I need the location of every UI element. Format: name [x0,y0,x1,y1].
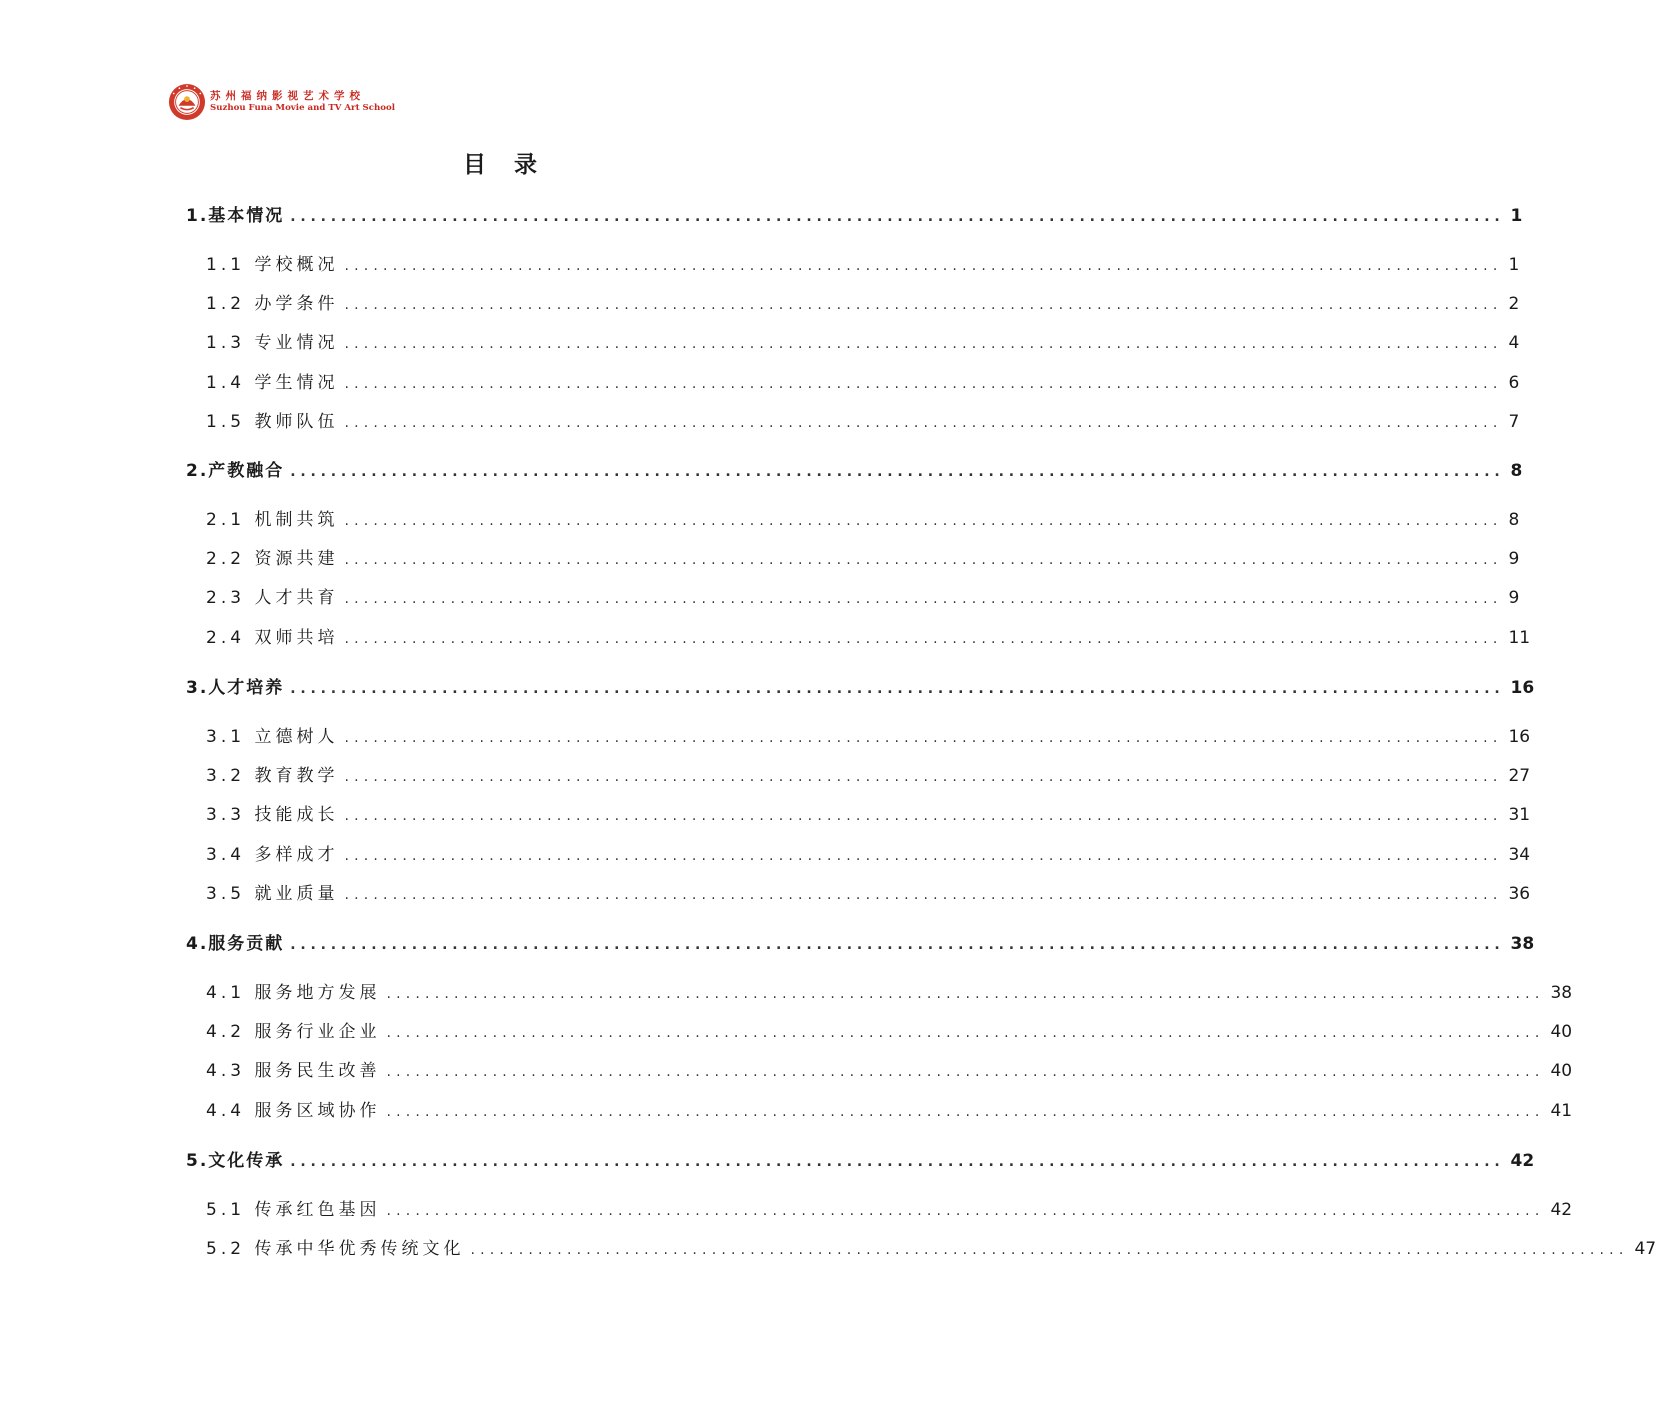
toc-subsection-entry[interactable] [206,409,1520,435]
toc-dot-leader: ........................................................................................................................ [344,513,1503,529]
toc-entry-label: 1.基本情况 [186,206,285,226]
toc-page-number: 2 [1508,294,1520,314]
toc-entry-label: 4.4 服务区域协作 [206,1101,381,1121]
toc-subsection-entry[interactable] [206,291,1520,317]
toc-page-number: 41 [1550,1101,1573,1121]
toc-page-number: 1 [1510,206,1523,226]
toc-dot-leader: ........................................................................................................................ [386,1064,1545,1080]
toc-subsection-entry[interactable] [206,1197,1573,1223]
toc-page-number: 38 [1550,983,1573,1003]
toc-subsection-entry[interactable] [206,763,1531,789]
toc-page-number: 47 [1634,1239,1656,1259]
toc-dot-leader: ........................................................................................................................ [344,887,1503,903]
toc-dot-leader: ........................................................................................................................ [344,258,1503,274]
toc-entry-label: 1.3 专业情况 [206,333,339,353]
toc-dot-leader: ........................................................................................................................ [344,336,1503,352]
toc-entry-label: 4.1 服务地方发展 [206,983,381,1003]
toc-dot-leader: ........................................................................................................................ [290,209,1505,225]
toc-entry-label: 1.2 办学条件 [206,294,339,314]
toc-entry-label: 1.4 学生情况 [206,373,339,393]
toc-dot-leader: ........................................................................................................................ [344,297,1503,313]
toc-dot-leader: ........................................................................................................................ [290,1154,1505,1170]
toc-subsection-entry[interactable] [206,724,1531,750]
toc-subsection-entry[interactable] [206,1058,1573,1084]
toc-page-number: 1 [1508,255,1520,275]
toc-entry-label: 1.1 学校概况 [206,255,339,275]
toc-subsection-entry[interactable] [206,1236,1656,1262]
toc-dot-leader: ........................................................................................................................ [386,1104,1545,1120]
toc-dot-leader: ........................................................................................................................ [344,730,1503,746]
toc-page-number: 16 [1508,727,1531,747]
toc-subsection-entry[interactable] [206,507,1520,533]
toc-dot-leader: ........................................................................................................................ [344,376,1503,392]
toc-page-number: 27 [1508,766,1531,786]
toc-subsection-entry[interactable] [206,980,1573,1006]
toc-dot-leader: ........................................................................................................................ [290,464,1505,480]
toc-entry-label: 2.3 人才共育 [206,588,339,608]
toc-page-number: 11 [1508,628,1531,648]
toc-subsection-entry[interactable] [206,252,1520,278]
toc-entry-label: 5.文化传承 [186,1151,285,1171]
toc-dot-leader: ........................................................................................................................ [386,1025,1545,1041]
page-title: 目录 [463,152,565,178]
toc-dot-leader: ........................................................................................................................ [344,769,1503,785]
toc-dot-leader: ........................................................................................................................ [344,808,1503,824]
toc-page-number: 16 [1510,678,1535,698]
toc-subsection-entry[interactable] [206,370,1520,396]
toc-page-number: 42 [1550,1200,1573,1220]
toc-subsection-entry[interactable] [206,1019,1573,1045]
toc-subsection-entry[interactable] [206,546,1520,572]
toc-dot-leader: ........................................................................................................................ [470,1242,1629,1258]
toc-page-number: 6 [1508,373,1520,393]
toc-page-number: 34 [1508,845,1531,865]
toc-page-number: 4 [1508,333,1520,353]
toc-dot-leader: ........................................................................................................................ [290,937,1505,953]
toc-dot-leader: ........................................................................................................................ [386,986,1545,1002]
toc-page-number: 38 [1510,934,1535,954]
toc-page-number: 9 [1508,588,1520,608]
school-name-cn: 苏州福纳影视艺术学校 [210,89,365,102]
toc-page-number: 7 [1508,412,1520,432]
toc-entry-label: 4.3 服务民生改善 [206,1061,381,1081]
toc-entry-label: 4.服务贡献 [186,934,285,954]
toc-entry-label: 3.人才培养 [186,678,285,698]
toc-subsection-entry[interactable] [206,625,1531,651]
toc-section-entry[interactable] [186,1148,1535,1174]
toc-dot-leader: ........................................................................................................................ [290,681,1505,697]
toc-entry-label: 3.4 多样成才 [206,845,339,865]
toc-entry-label: 2.4 双师共培 [206,628,339,648]
toc-subsection-entry[interactable] [206,842,1531,868]
toc-dot-leader: ........................................................................................................................ [344,631,1503,647]
toc-page-number: 36 [1508,884,1531,904]
toc-page-number: 40 [1550,1061,1573,1081]
toc-entry-label: 3.2 教育教学 [206,766,339,786]
toc-entry-label: 3.5 就业质量 [206,884,339,904]
toc-entry-label: 4.2 服务行业企业 [206,1022,381,1042]
toc-page-number: 40 [1550,1022,1573,1042]
toc-dot-leader: ........................................................................................................................ [386,1203,1545,1219]
toc-entry-label: 3.3 技能成长 [206,805,339,825]
toc-section-entry[interactable] [186,931,1535,957]
toc-subsection-entry[interactable] [206,585,1520,611]
toc-entry-label: 3.1 立德树人 [206,727,339,747]
toc-dot-leader: ........................................................................................................................ [344,848,1503,864]
toc-section-entry[interactable] [186,458,1523,484]
toc-entry-label: 5.2 传承中华优秀传统文化 [206,1239,465,1259]
toc-dot-leader: ........................................................................................................................ [344,552,1503,568]
toc-dot-leader: ........................................................................................................................ [344,415,1503,431]
toc-subsection-entry[interactable] [206,330,1520,356]
toc-entry-label: 2.2 资源共建 [206,549,339,569]
toc-dot-leader: ........................................................................................................................ [344,591,1503,607]
toc-entry-label: 2.1 机制共筑 [206,510,339,530]
toc-page-number: 42 [1510,1151,1535,1171]
toc-entry-label: 5.1 传承红色基因 [206,1200,381,1220]
toc-section-entry[interactable] [186,203,1523,229]
toc-subsection-entry[interactable] [206,881,1531,907]
toc-page-number: 8 [1510,461,1523,481]
toc-entry-label: 1.5 教师队伍 [206,412,339,432]
toc-page-number: 8 [1508,510,1520,530]
toc-entry-label: 2.产教融合 [186,461,285,481]
school-name-en: Suzhou Funa Movie and TV Art School [210,103,395,114]
toc-subsection-entry[interactable] [206,802,1531,828]
toc-section-entry[interactable] [186,675,1535,701]
toc-subsection-entry[interactable] [206,1098,1573,1124]
toc-page-number: 9 [1508,549,1520,569]
toc-page-number: 31 [1508,805,1531,825]
